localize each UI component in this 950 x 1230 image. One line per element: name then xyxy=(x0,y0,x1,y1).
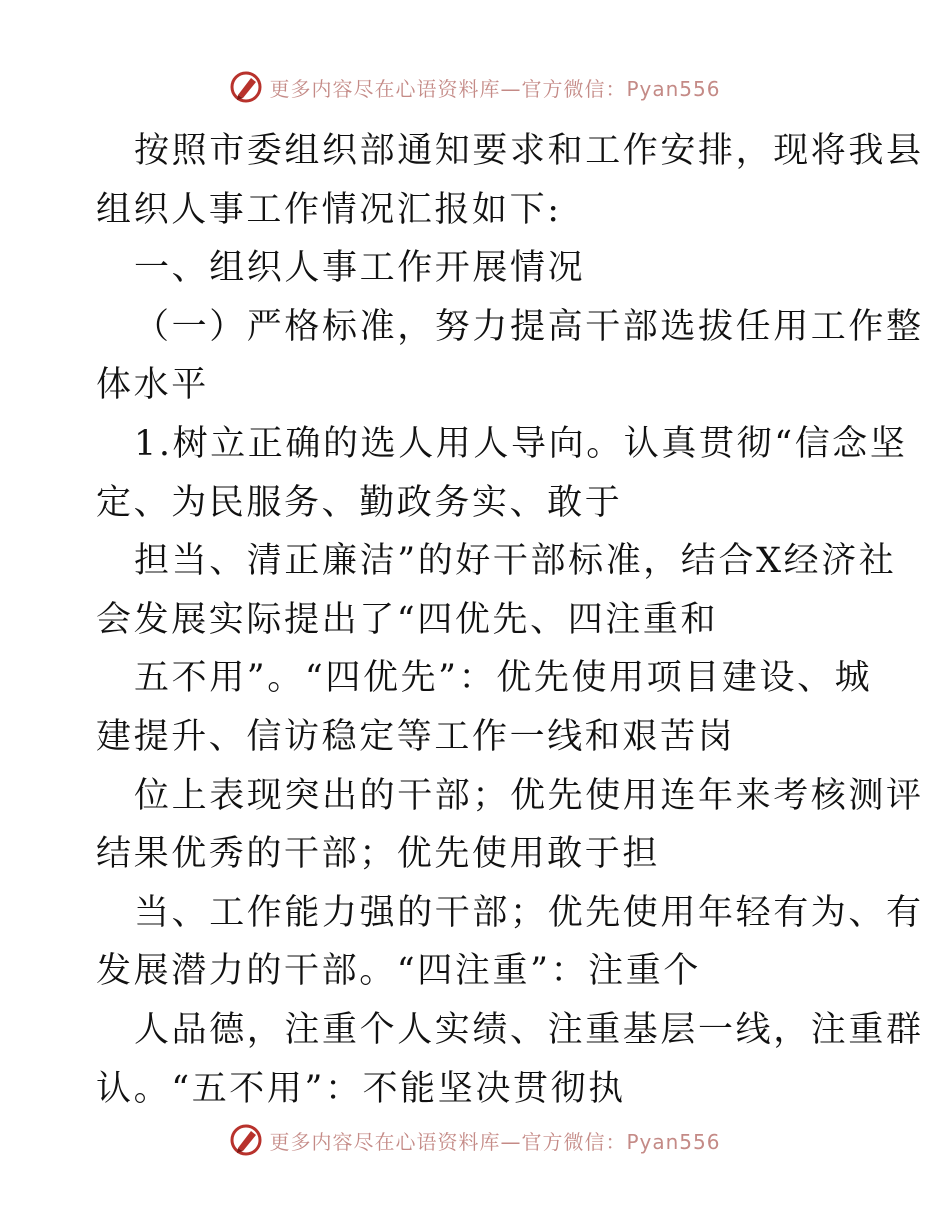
text-line: 当、工作能力强的干部；优先使用年轻有为、有 xyxy=(134,892,924,933)
pen-logo-icon xyxy=(229,1123,263,1157)
text-line: 结果优秀的干部；优先使用敢于担 xyxy=(96,834,661,875)
text-line: 位上表现突出的干部；优先使用连年来考核测评 xyxy=(134,775,924,816)
text-line: 组织人事工作情况汇报如下: xyxy=(96,189,562,230)
text-line: 担当、清正廉洁”的好干部标准，结合X经济社 xyxy=(134,541,897,582)
text-line: 发展潜力的干部。“四注重”：注重个 xyxy=(96,951,701,992)
text-line: 人品德，注重个人实绩、注重基层一线，注重群 xyxy=(134,1009,924,1050)
text-line: 认。“五不用”：不能坚决贯彻执 xyxy=(96,1068,626,1109)
text-line: 体水平 xyxy=(96,365,209,406)
footer-watermark xyxy=(0,1123,950,1157)
text-line: 建提升、信访稳定等工作一线和艰苦岗 xyxy=(96,716,736,757)
text-line: （一）严格标准，努力提高干部选拔任用工作整 xyxy=(134,306,924,347)
pen-logo-icon xyxy=(229,70,263,104)
text-line: 定、为民服务、勤政务实、敢于 xyxy=(96,482,623,523)
document-body xyxy=(96,122,924,1118)
text-line: 五不用”。“四优先”：优先使用项目建设、城 xyxy=(134,658,873,699)
text-line: 一、组织人事工作开展情况 xyxy=(134,248,586,289)
text-line: 会发展实际提出了“四优先、四注重和 xyxy=(96,599,719,640)
watermark-text: 更多内容尽在心语资料库—官方微信：Pyan556 xyxy=(269,1129,721,1154)
watermark-text: 更多内容尽在心语资料库—官方微信：Pyan556 xyxy=(269,76,721,101)
header-watermark xyxy=(0,70,950,104)
text-line: 按照市委组织部通知要求和工作安排，现将我县 xyxy=(134,131,924,171)
text-line: 1.树立正确的选人用人导向。认真贯彻“信念坚 xyxy=(134,423,908,464)
